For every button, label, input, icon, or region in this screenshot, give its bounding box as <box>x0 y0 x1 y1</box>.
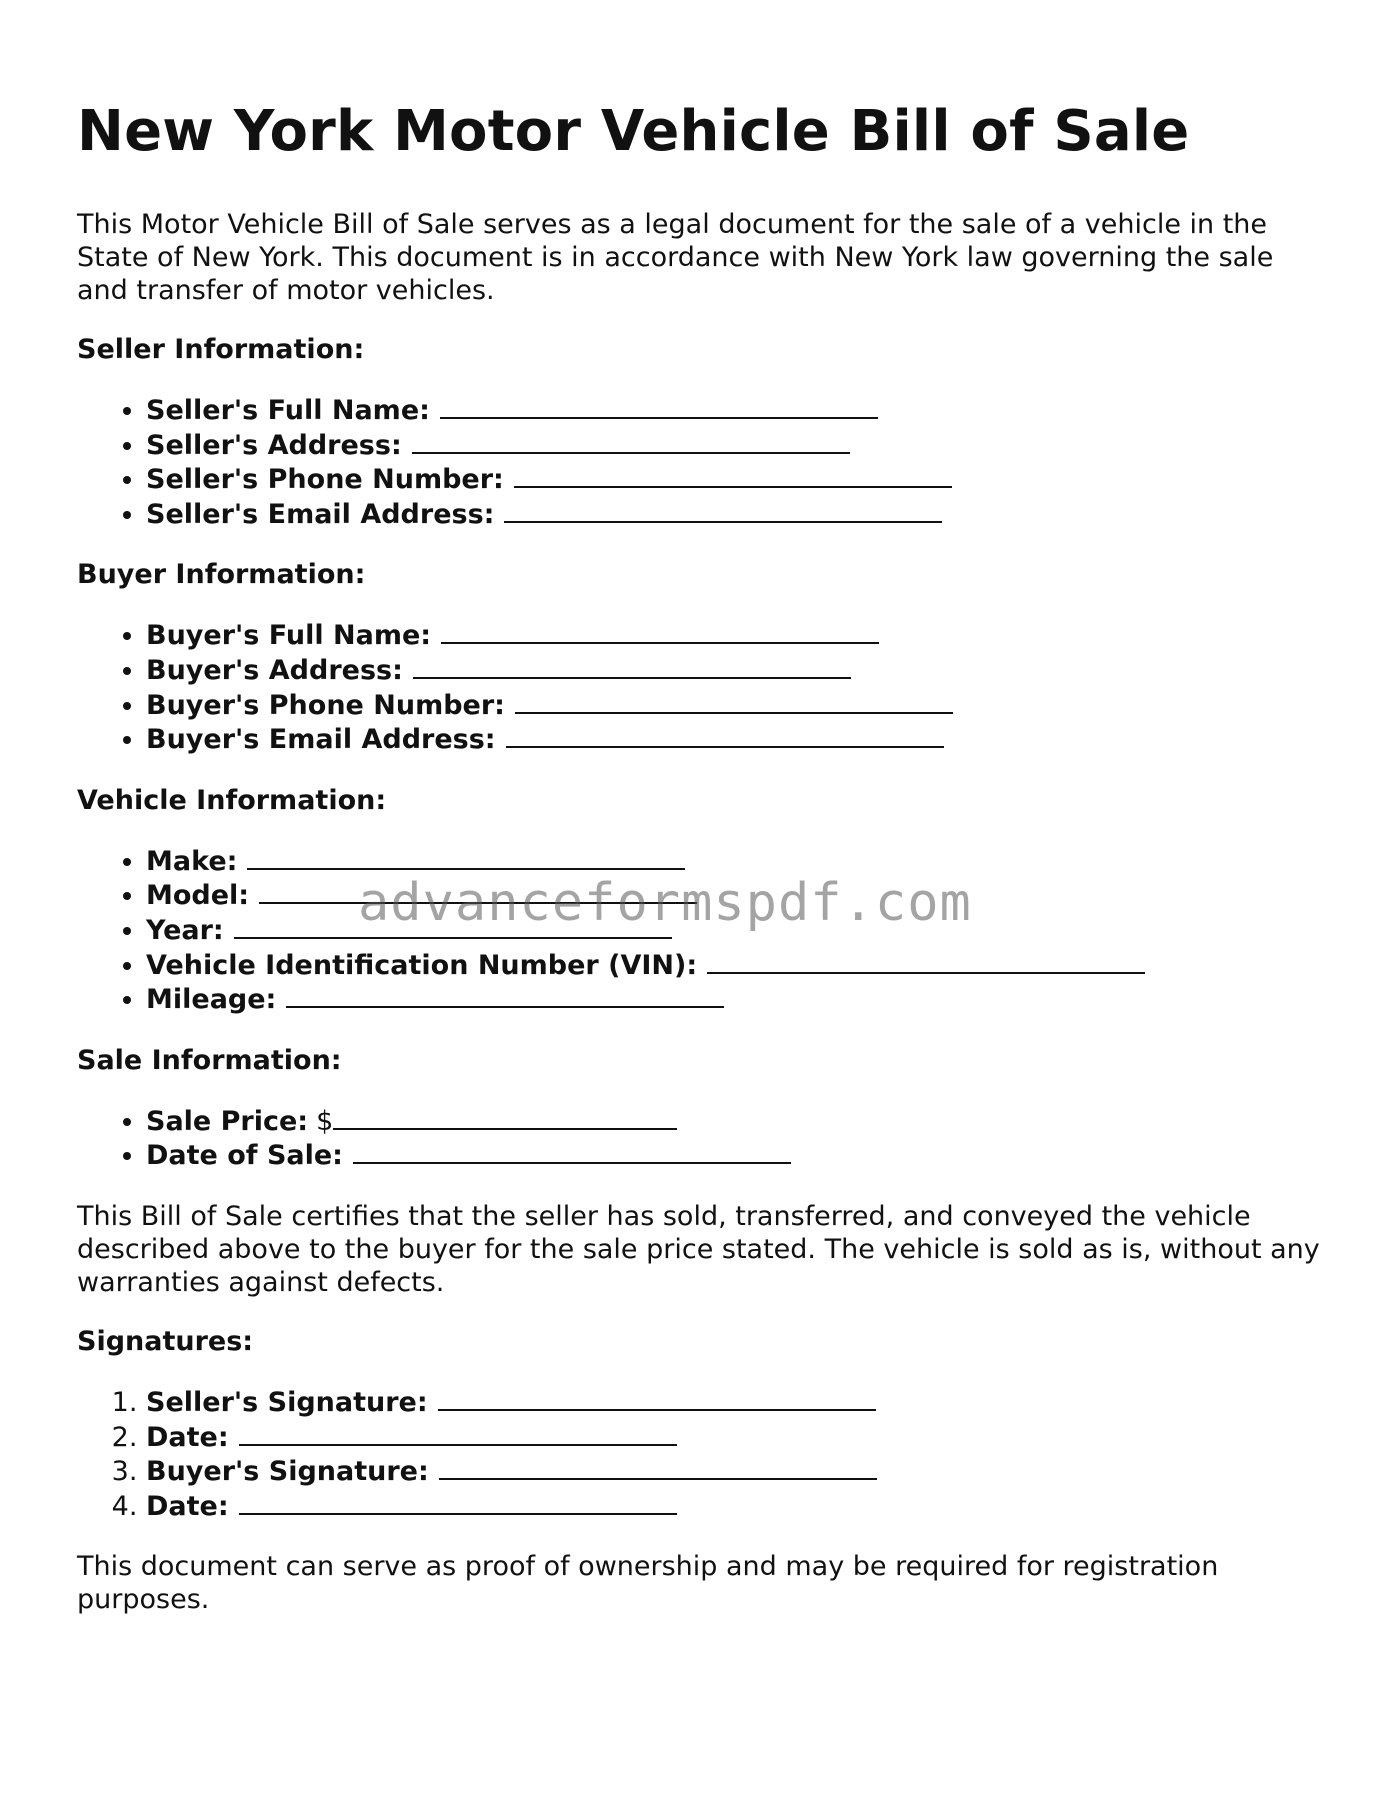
seller-date-field: 2. Date: <box>146 1420 1327 1455</box>
seller-field-list <box>77 393 1327 531</box>
sale-price-field: • Sale Price: $ <box>146 1104 1327 1139</box>
seller-signature-blank[interactable] <box>438 1385 876 1411</box>
seller-full-name-blank[interactable] <box>440 393 878 419</box>
buyer-signature-blank[interactable] <box>439 1454 877 1480</box>
intro-paragraph: This Motor Vehicle Bill of Sale serves as a legal document for the sale of a vehicle in the State of New York. This document is in accordance with New York law governing the sale and transfer of motor vehicles. <box>77 209 1274 306</box>
document-page <box>77 96 1327 1642</box>
vehicle-year-field: • Year: <box>146 913 1327 948</box>
seller-phone-blank[interactable] <box>514 462 952 488</box>
vehicle-mileage-blank[interactable] <box>286 982 724 1008</box>
buyer-address-field: • Buyer's Address: <box>146 653 1327 688</box>
buyer-full-name-field: • Buyer's Full Name: <box>146 618 1327 653</box>
seller-signature-field: 1. Seller's Signature: <box>146 1385 1327 1420</box>
buyer-signature-field: 3. Buyer's Signature: <box>146 1454 1327 1489</box>
sale-price-blank[interactable] <box>333 1104 677 1130</box>
watermark-text: advanceformspdf.com <box>358 873 972 933</box>
certification-paragraph: This Bill of Sale certifies that the seller has sold, transferred, and conveyed the vehicle described above to the buyer for the sale price stated. The vehicle is sold as is, without any warranties against defects. <box>77 1200 1320 1298</box>
seller-email-field: • Seller's Email Address: <box>146 497 1327 532</box>
vehicle-heading: Vehicle Information: <box>77 784 387 816</box>
signature-field-list <box>77 1385 1327 1523</box>
buyer-date-blank[interactable] <box>239 1489 677 1515</box>
document-title: New York Motor Vehicle Bill of Sale <box>77 99 1190 164</box>
closing-paragraph: This document can serve as proof of ownership and may be required for registration purposes. <box>77 1551 1219 1616</box>
sale-date-field: • Date of Sale: <box>146 1138 1327 1173</box>
buyer-phone-blank[interactable] <box>515 688 953 714</box>
seller-phone-field: • Seller's Phone Number: <box>146 462 1327 497</box>
vehicle-model-field: • Model: <box>146 878 1327 913</box>
buyer-email-blank[interactable] <box>506 722 944 748</box>
buyer-full-name-blank[interactable] <box>441 618 879 644</box>
buyer-email-field: • Buyer's Email Address: <box>146 722 1327 757</box>
buyer-address-blank[interactable] <box>413 653 851 679</box>
seller-full-name-field: • Seller's Full Name: <box>146 393 1327 428</box>
seller-email-blank[interactable] <box>504 497 942 523</box>
vehicle-vin-blank[interactable] <box>707 948 1145 974</box>
seller-address-field: • Seller's Address: <box>146 428 1327 463</box>
vehicle-vin-field: • Vehicle Identification Number (VIN): <box>146 948 1327 983</box>
vehicle-mileage-field: • Mileage: <box>146 982 1327 1017</box>
vehicle-make-field: • Make: <box>146 844 1327 879</box>
seller-heading: Seller Information: <box>77 334 365 365</box>
sale-field-list <box>77 1104 1327 1173</box>
dollar-sign: $ <box>316 1105 334 1137</box>
vehicle-make-blank[interactable] <box>247 844 685 870</box>
buyer-date-field: 4. Date: <box>146 1489 1327 1524</box>
buyer-phone-field: • Buyer's Phone Number: <box>146 688 1327 723</box>
seller-date-blank[interactable] <box>239 1420 677 1446</box>
buyer-field-list <box>77 618 1327 756</box>
buyer-heading: Buyer Information: <box>77 559 366 591</box>
seller-address-blank[interactable] <box>412 428 850 454</box>
sale-heading: Sale Information: <box>77 1044 342 1076</box>
sale-date-blank[interactable] <box>353 1138 791 1164</box>
signatures-heading: Signatures: <box>77 1325 254 1357</box>
